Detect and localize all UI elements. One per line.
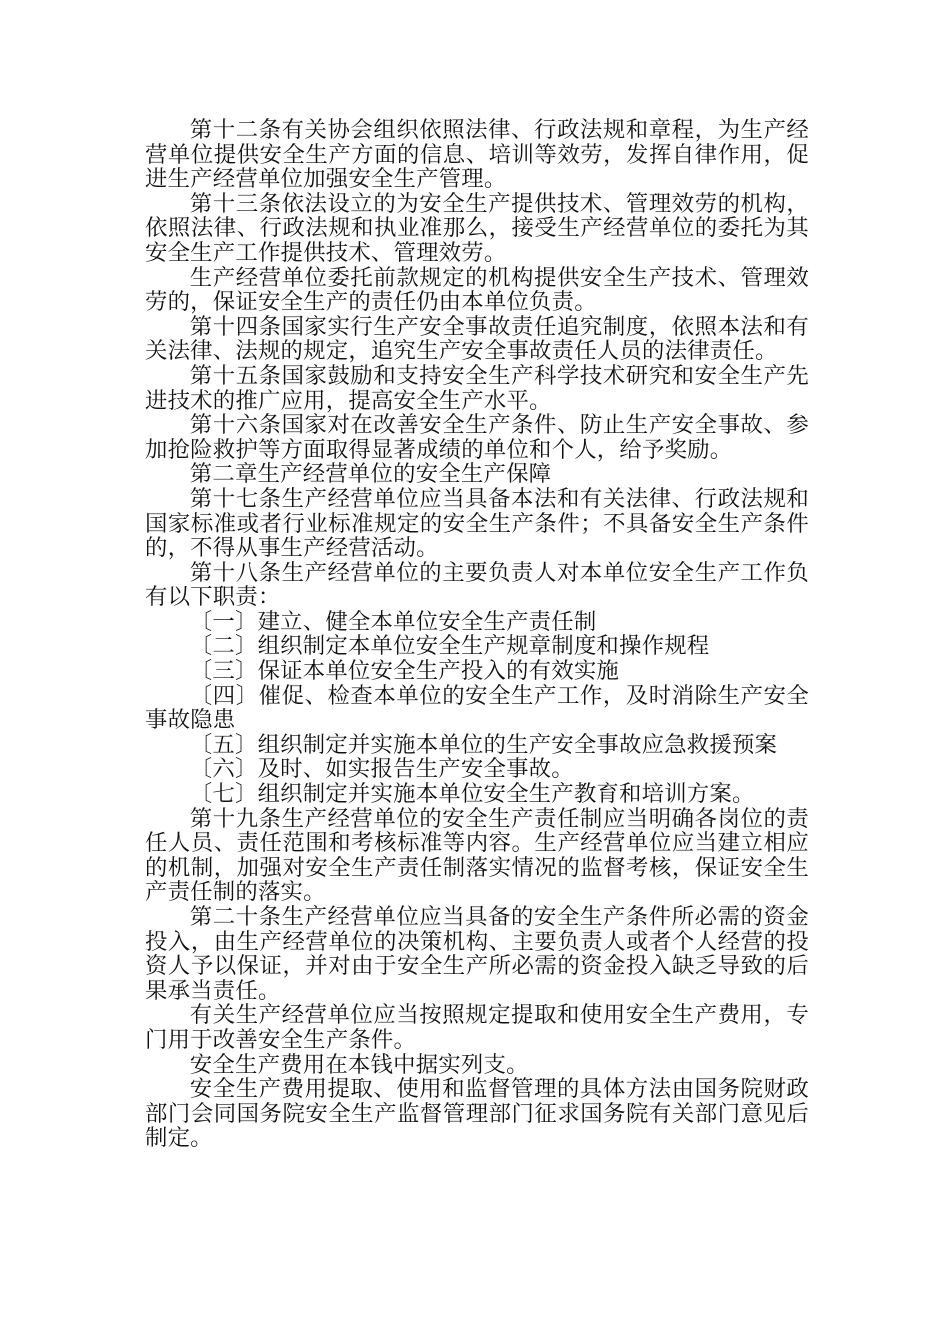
paragraph-article-15: 第十五条国家鼓励和支持安全生产科学技术研究和安全生产先进技术的推广应用，提高安全生产水平。	[145, 362, 809, 414]
paragraph-article-20: 第二十条生产经营单位应当具备的安全生产条件所必需的资金投入，由生产经营单位的决策机构、主要负责人或者个人经营的投资人予以保证，并对由于安全生产所必需的资金投入缺乏导致的后果承当责任。	[145, 904, 809, 1004]
paragraph-article-19: 第十九条生产经营单位的安全生产责任制应当明确各岗位的责任人员、责任范围和考核标准等内容。生产经营单位应当建立相应的机制，加强对安全生产责任制落实情况的监督考核，保证安全生产责任制的落实。	[145, 805, 809, 906]
chapter-heading: 第二章生产经营单位的安全生产保障	[189, 461, 552, 488]
paragraph-article-20-clause-3: 安全生产费用在本钱中据实列支。	[189, 1051, 529, 1078]
paragraph-article-20-clause-4: 安全生产费用提取、使用和监督管理的具体方法由国务院财政部门会同国务院安全生产监督管理部门征求国务院有关部门意见后制定。	[145, 1076, 809, 1152]
paragraph-article-16: 第十六条国家对在改善安全生产条件、防止生产安全事故、参加抢险救护等方面取得显著成绩的单位和个人，给予奖励。	[145, 412, 809, 463]
paragraph-article-20-clause-2: 有关生产经营单位应当按照规定提取和使用安全生产费用，专门用于改善安全生产条件。	[145, 1002, 809, 1053]
duty-item: 〔四〕催促、检查本单位的安全生产工作，及时消除生产安全事故隐患	[145, 682, 809, 734]
duty-item: 〔六〕及时、如实报告生产安全事故。	[189, 756, 574, 783]
duty-item: 〔一〕建立、健全本单位安全生产责任制	[189, 608, 597, 635]
document-body	[145, 118, 809, 1151]
paragraph-article-14: 第十四条国家实行生产安全事故责任追究制度，依照本法和有关法律、法规的规定，追究生产安全事故责任人员的法律责任。	[145, 313, 809, 365]
paragraph-article-17: 第十七条生产经营单位应当具备本法和有关法律、行政法规和国家标准或者行业标准规定的安全生产条件；不具备安全生产条件的，不得从事生产经营活动。	[145, 485, 809, 562]
duty-item: 〔七〕组织制定并实施本单位安全生产教育和培训方案。	[189, 781, 755, 808]
paragraph-article-12: 第十二条有关协会组织依照法律、行政法规和章程，为生产经营单位提供安全生产方面的信息、培训等效劳，发挥自律作用，促进生产经营单位加强安全生产管理。	[145, 117, 809, 193]
paragraph-article-13: 第十三条依法设立的为安全生产提供技术、管理效劳的机构，依照法律、行政法规和执业准那么，接受生产经营单位的委托为其安全生产工作提供技术、管理效劳。	[145, 190, 809, 266]
duty-item: 〔五〕组织制定并实施本单位的生产安全事故应急救援预案	[189, 731, 778, 758]
paragraph-article-13-clause-2: 生产经营单位委托前款规定的机构提供安全生产技术、管理效劳的，保证安全生产的责任仍由本单位负责。	[145, 264, 809, 316]
paragraph-article-18: 第十八条生产经营单位的主要负责人对本单位安全生产工作负有以下职责：	[145, 559, 809, 611]
duty-item: 〔三〕保证本单位安全生产投入的有效实施	[189, 658, 620, 685]
duty-item: 〔二〕组织制定本单位安全生产规章制度和操作规程	[189, 633, 710, 660]
